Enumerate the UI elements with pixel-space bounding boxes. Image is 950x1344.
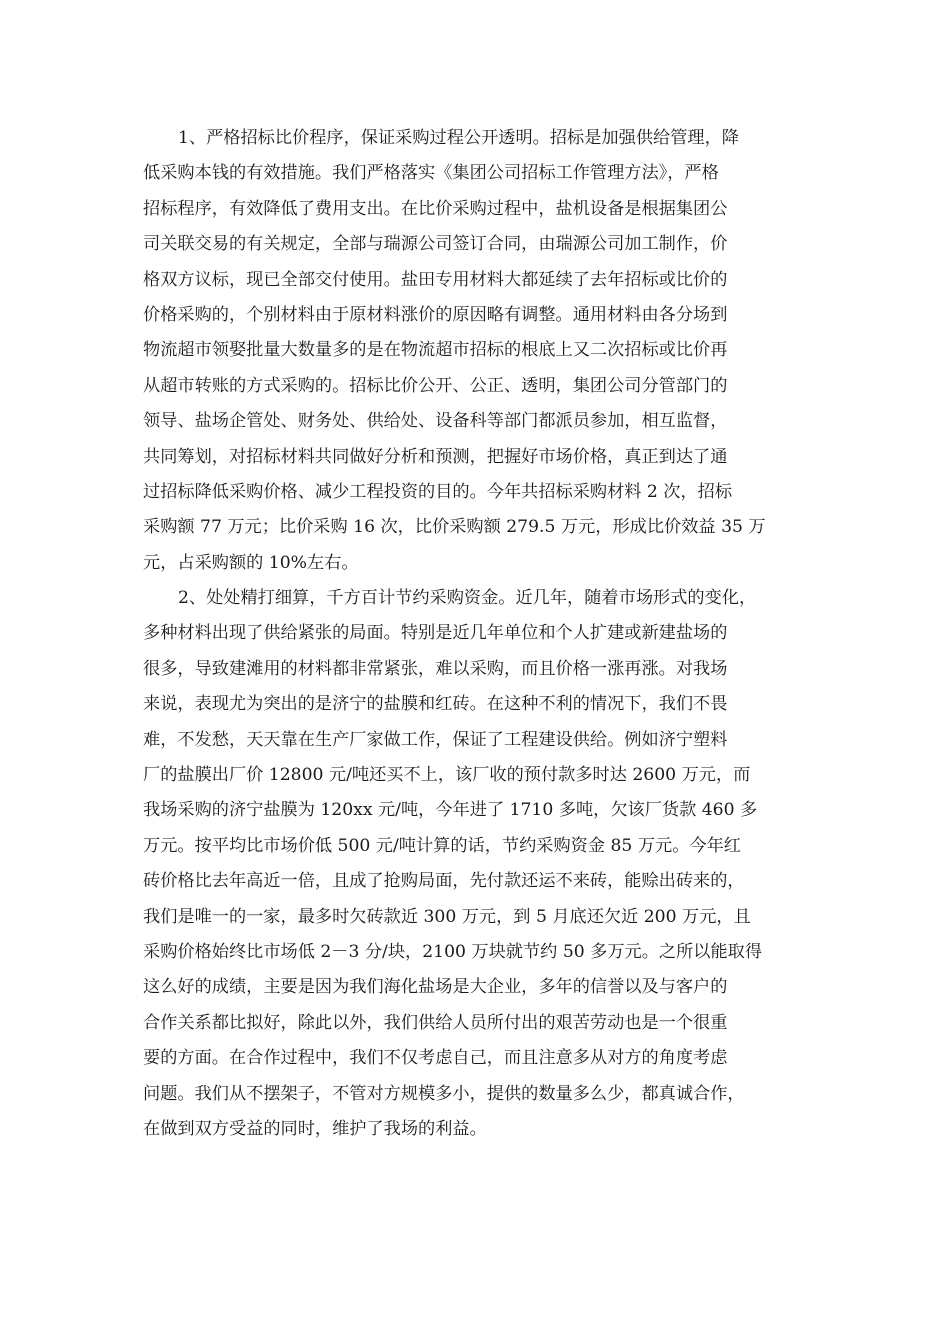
- paragraph-line: 采购额 77 万元；比价采购 16 次，比价采购额 279.5 万元，形成比价效益 35 万: [143, 517, 766, 538]
- paragraph-line: 共同筹划，对招标材料共同做好分析和预测，把握好市场价格，真正到达了通: [143, 446, 728, 467]
- paragraph-line: 低采购本钱的有效措施。我们严格落实《集团公司招标工作管理方法》，严格: [143, 163, 719, 184]
- paragraph-line: 格双方议标，现已全部交付使用。盐田专用材料大都延续了去年招标或比价的: [143, 269, 728, 290]
- paragraph-line: 厂的盐膜出厂价 12800 元/吨还买不上，该厂收的预付款多时达 2600 万元，而: [143, 765, 751, 786]
- paragraph-line: 价格采购的，个别材料由于原材料涨价的原因略有调整。通用材料由各分场到: [143, 304, 728, 325]
- paragraph-line: 在做到双方受益的同时，维护了我场的利益。: [143, 1118, 487, 1139]
- paragraph-line: 很多，导致建滩用的材料都非常紧张，难以采购，而且价格一涨再涨。对我场: [143, 658, 728, 679]
- paragraph-line: 要的方面。在合作过程中，我们不仅考虑自己，而且注意多从对方的角度考虑: [143, 1048, 728, 1069]
- paragraph-line: 问题。我们从不摆架子，不管对方规模多小，提供的数量多么少，都真诚合作，: [143, 1083, 745, 1104]
- paragraph-line: 招标程序，有效降低了费用支出。在比价采购过程中，盐机设备是根据集团公: [143, 198, 728, 219]
- paragraph-line: 难，不发愁，天天靠在生产厂家做工作，保证了工程建设供给。例如济宁塑料: [143, 729, 728, 750]
- paragraph-2: [143, 581, 818, 1147]
- paragraph-line: 从超市转账的方式采购的。招标比价公开、公正、透明，集团公司分管部门的: [143, 375, 728, 396]
- paragraph-line: 领导、盐场企管处、财务处、供给处、设备科等部门都派员参加，相互监督，: [143, 411, 728, 432]
- paragraph-line: 合作关系都比拟好，除此以外，我们供给人员所付出的艰苦劳动也是一个很重: [143, 1012, 728, 1033]
- paragraph-line: 过招标降低采购价格、减少工程投资的目的。今年共招标采购材料 2 次，招标: [143, 481, 733, 502]
- paragraph-line: 1、严格招标比价程序，保证采购过程公开透明。招标是加强供给管理，降: [178, 128, 739, 148]
- paragraph-line: 元，占采购额的 10%左右。: [143, 552, 359, 573]
- paragraph-line: 砖价格比去年高近一倍，且成了抢购局面，先付款还运不来砖，能赊出砖来的，: [143, 871, 745, 892]
- document-body: [143, 121, 818, 1147]
- paragraph-line: 这么好的成绩，主要是因为我们海化盐场是大企业，多年的信誉以及与客户的: [143, 977, 728, 998]
- paragraph-line: 来说，表现尤为突出的是济宁的盐膜和红砖。在这种不利的情况下，我们不畏: [143, 694, 728, 715]
- paragraph-line: 我们是唯一的一家，最多时欠砖款近 300 万元，到 5 月底还欠近 200 万元，且: [143, 906, 751, 927]
- paragraph-line: 司关联交易的有关规定，全部与瑞源公司签订合同，由瑞源公司加工制作，价: [143, 234, 728, 255]
- paragraph-1: [143, 121, 818, 581]
- paragraph-line: 多种材料出现了供给紧张的局面。特别是近几年单位和个人扩建或新建盐场的: [143, 623, 728, 644]
- paragraph-line: 我场采购的济宁盐膜为 120xx 元/吨，今年进了 1710 多吨，欠该厂货款 460 多: [143, 800, 758, 821]
- paragraph-line: 采购价格始终比市场低 2－3 分/块，2100 万块就节约 50 多万元。之所以能取得: [143, 941, 763, 962]
- paragraph-line: 2、处处精打细算，千方百计节约采购资金。近几年，随着市场形式的变化，: [178, 588, 757, 609]
- paragraph-line: 物流超市领娶批量大数量多的是在物流超市招标的根底上又二次招标或比价再: [143, 340, 728, 361]
- paragraph-line: 万元。按平均比市场价低 500 元/吨计算的话，节约采购资金 85 万元。今年红: [143, 835, 741, 856]
